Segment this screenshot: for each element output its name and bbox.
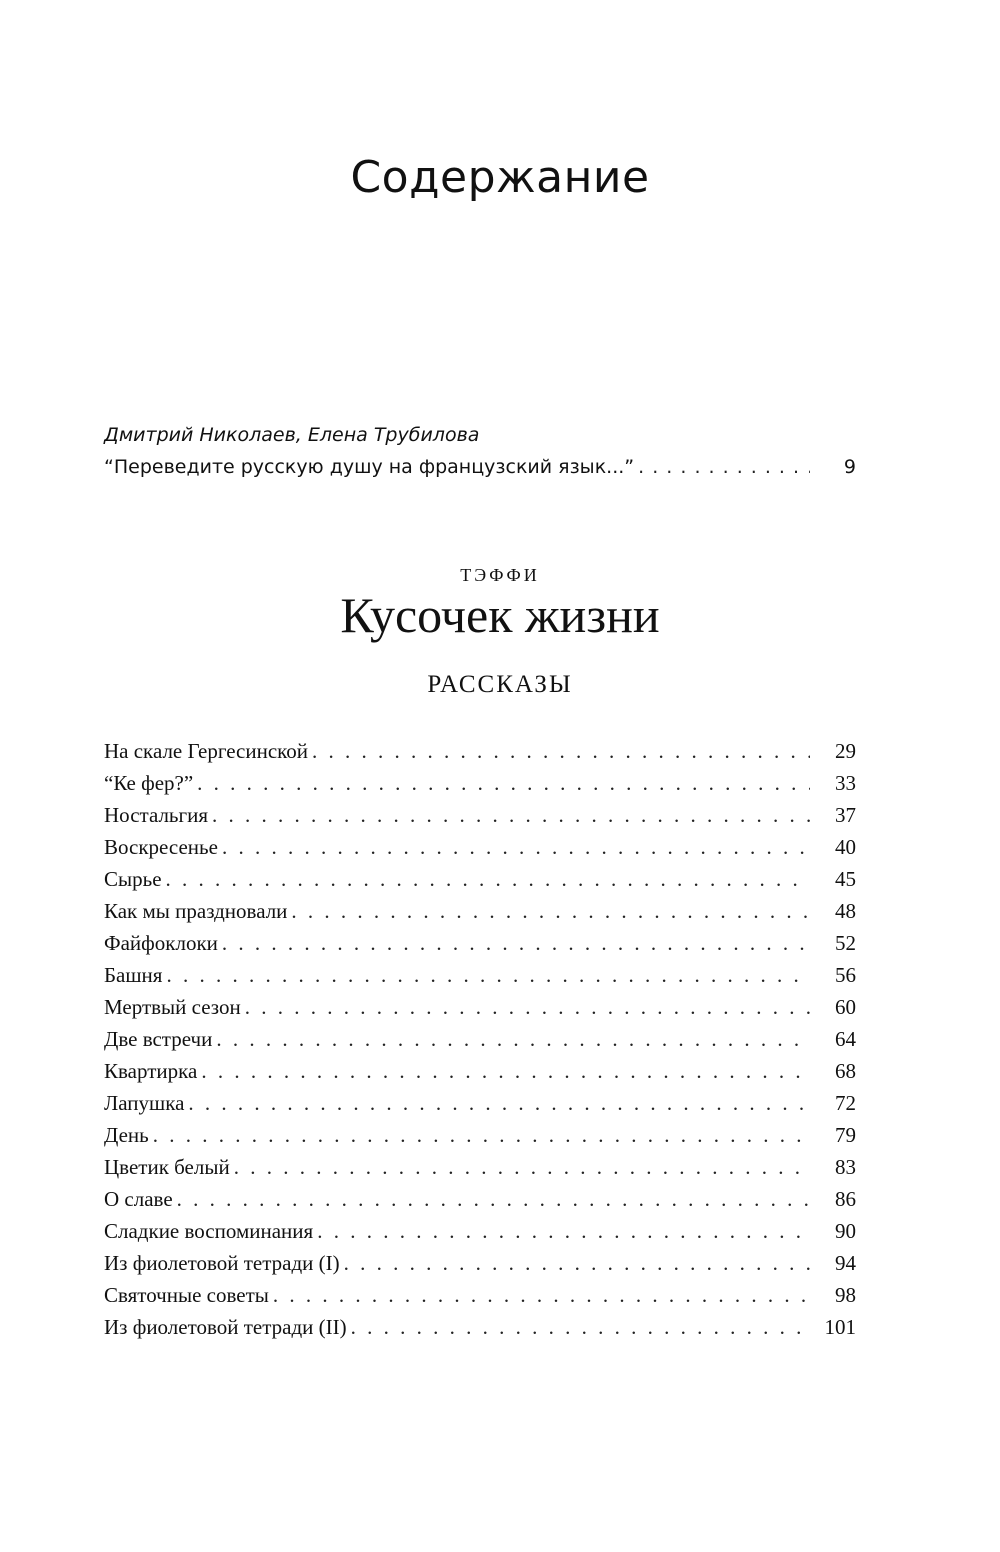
toc-entry[interactable]: [104, 992, 856, 1022]
toc-entry-intro[interactable]: [104, 452, 856, 482]
toc-entry-title: Ностальгия: [104, 803, 209, 827]
toc-entry-page: 29: [835, 739, 856, 763]
toc-entry-page: 68: [835, 1059, 856, 1083]
toc-entry[interactable]: [104, 768, 856, 798]
dot-leader: [222, 928, 810, 958]
toc-entry[interactable]: [104, 1184, 856, 1214]
toc-entry[interactable]: [104, 1248, 856, 1278]
toc-entry-title: Воскресенье: [104, 835, 218, 859]
toc-entry-title: “Переведите русскую душу на французский язык...”: [104, 456, 635, 478]
dot-leader: [351, 1312, 810, 1342]
toc-entry[interactable]: [104, 1088, 856, 1118]
toc-entry-title: Башня: [104, 963, 163, 987]
toc-entry-page: 86: [835, 1187, 856, 1211]
section-label: РАССКАЗЫ: [427, 671, 573, 698]
toc-entry-title: Квартирка: [104, 1059, 198, 1083]
toc-entry-page: 101: [824, 1315, 856, 1339]
toc-entry[interactable]: [104, 1280, 856, 1310]
dot-leader: [216, 1024, 810, 1054]
toc-entry-page: 83: [835, 1155, 856, 1179]
toc-entry[interactable]: [104, 864, 856, 894]
toc-entry[interactable]: [104, 800, 856, 830]
toc-entry[interactable]: [104, 832, 856, 862]
toc-entry-title: Сырье: [104, 867, 162, 891]
dot-leader: [291, 896, 810, 926]
dot-leader: [638, 452, 810, 482]
toc-entry-page: 45: [835, 867, 856, 891]
page-title: Содержание: [350, 152, 650, 203]
dot-leader: [177, 1184, 810, 1214]
dot-leader: [234, 1152, 810, 1182]
toc-entry[interactable]: [104, 1120, 856, 1150]
toc-entry[interactable]: [104, 1024, 856, 1054]
toc-entry-page: 37: [835, 803, 856, 827]
toc-entry-page: 9: [843, 456, 856, 478]
dot-leader: [222, 832, 810, 862]
dot-leader: [245, 992, 810, 1022]
dot-leader: [317, 1216, 810, 1246]
book-title: Кусочек жизни: [340, 587, 660, 643]
intro-authors: Дмитрий Николаев, Елена Трубилова: [104, 424, 480, 446]
dot-leader: [344, 1248, 810, 1278]
toc-entry-title: О славе: [104, 1187, 173, 1211]
toc-entry-page: 79: [835, 1123, 856, 1147]
dot-leader: [153, 1120, 810, 1150]
dot-leader: [188, 1088, 810, 1118]
toc-entry-title: Сладкие воспоминания: [104, 1219, 314, 1243]
dot-leader: [166, 960, 810, 990]
toc-entry-page: 33: [835, 771, 856, 795]
toc-entry-title: Святочные советы: [104, 1283, 269, 1307]
toc-entry-title: На скале Гергесинской: [104, 739, 309, 763]
toc-entry-page: 64: [835, 1027, 856, 1051]
toc-entry-title: Мертвый сезон: [104, 995, 241, 1019]
toc-entry-title: Из фиолетовой тетради (I): [104, 1251, 340, 1275]
dot-leader: [197, 768, 810, 798]
toc-entry[interactable]: [104, 1056, 856, 1086]
toc-entry-title: День: [104, 1123, 149, 1147]
toc-entry[interactable]: [104, 960, 856, 990]
toc-entry-title: Из фиолетовой тетради (II): [104, 1315, 347, 1339]
dot-leader: [201, 1056, 810, 1086]
toc-entry-page: 56: [835, 963, 856, 987]
toc-entry-title: “Ке фер?”: [104, 771, 194, 795]
toc-entry-page: 52: [835, 931, 856, 955]
toc-entry[interactable]: [104, 896, 856, 926]
toc-entry-title: Как мы праздновали: [104, 899, 288, 923]
toc-entry[interactable]: [104, 1216, 856, 1246]
toc-entry-page: 94: [835, 1251, 856, 1275]
toc-entry-page: 60: [835, 995, 856, 1019]
dot-leader: [273, 1280, 810, 1310]
toc-entry-title: Две встречи: [104, 1027, 213, 1051]
toc-entry[interactable]: [104, 1152, 856, 1182]
dot-leader: [212, 800, 810, 830]
toc-entry-page: 72: [835, 1091, 856, 1115]
toc-entry-title: Цветик белый: [104, 1155, 230, 1179]
toc-entry-page: 98: [835, 1283, 856, 1307]
toc-entry[interactable]: [104, 928, 856, 958]
toc-entry-page: 40: [835, 835, 856, 859]
author-name: ТЭФФИ: [460, 565, 540, 585]
toc-entry-page: 48: [835, 899, 856, 923]
toc-entry[interactable]: [104, 1312, 856, 1342]
toc-entry-title: Файфоклоки: [104, 931, 218, 955]
dot-leader: [166, 864, 810, 894]
toc-entry-page: 90: [835, 1219, 856, 1243]
toc-entry-title: Лапушка: [104, 1091, 185, 1115]
dot-leader: [312, 736, 810, 766]
toc-entry[interactable]: [104, 736, 856, 766]
